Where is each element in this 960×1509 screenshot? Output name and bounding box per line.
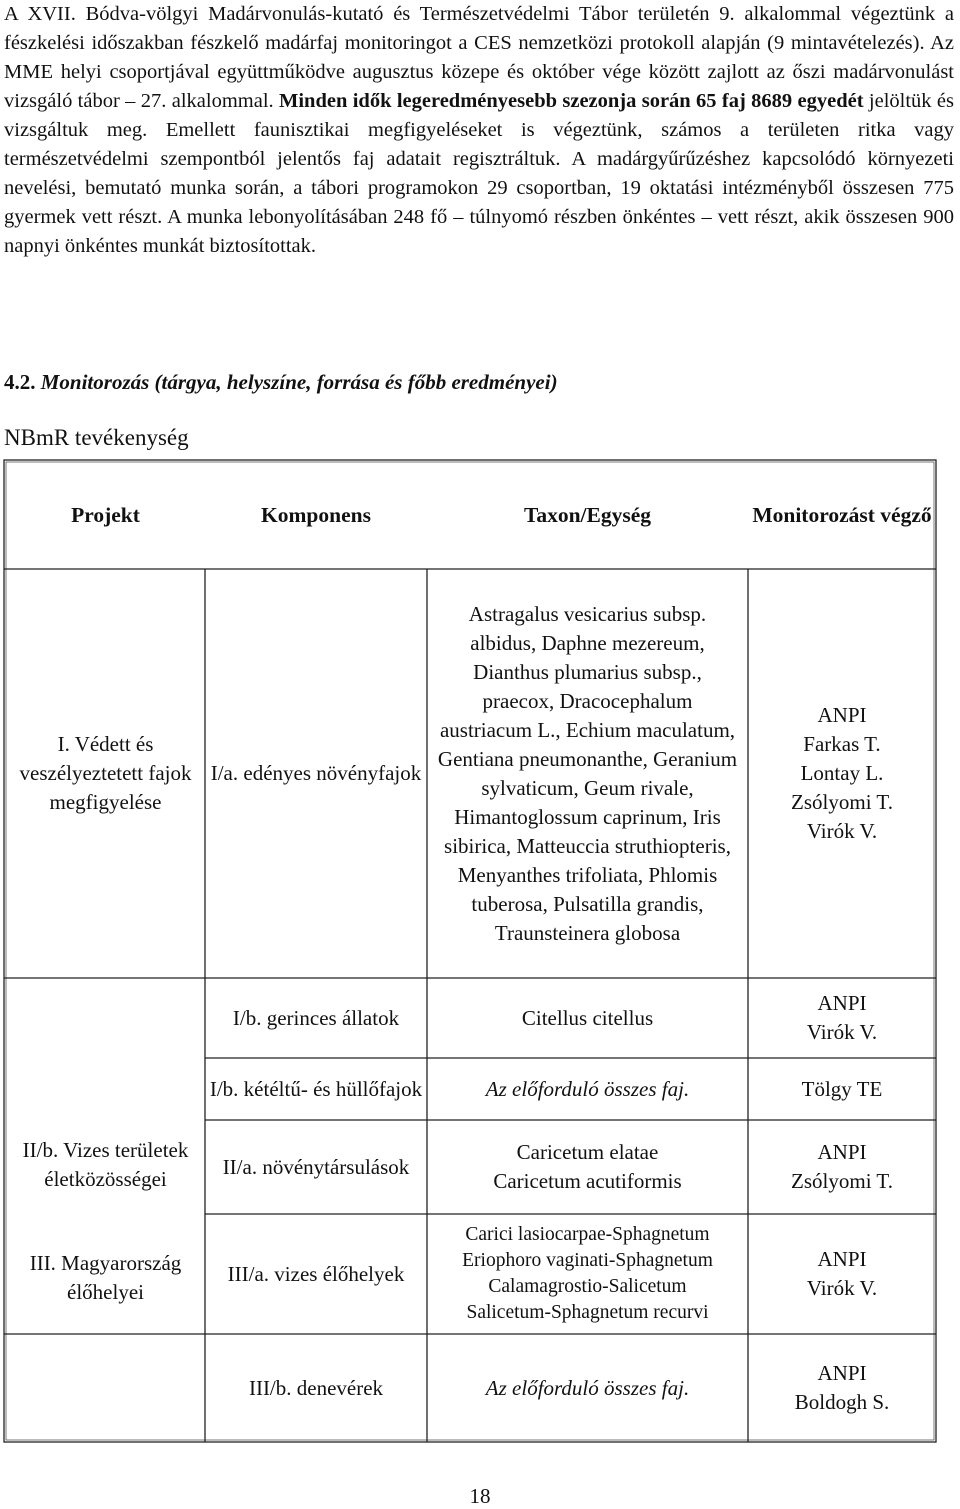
section-number: 4.2. (4, 370, 36, 394)
intro-highlight: Minden idők legeredményesebb szezonja során 65 faj 8689 egyedét (279, 90, 864, 112)
table-row-component: I/b. kétéltű- és hüllőfajok (209, 1076, 423, 1101)
project-protected-species: I. Védett és veszélyeztetett fajok megfigyelése (19, 732, 192, 814)
table-row-component: I/a. edényes növényfajok (210, 761, 422, 785)
table-row-monitor: Tölgy TE (801, 1076, 883, 1101)
header-komponens: Komponens (261, 503, 371, 527)
table-row-monitor: ANPI Farkas T. Lontay L. Zsólyomi T. Virók V. (791, 703, 893, 843)
table-row-taxon: Astragalus vesicarius subsp. albidus, Daphne mezereum, Dianthus plumarius subsp., praecox, Dracocephalum austriacum L., Echium maculatum, Gentiana pneumonanthe, Geranium sylvaticum, Geum rivale, Himantoglossum caprinum, Iris sibirica, Matteuccia struthiopteris, Menyanthes trifoliata, Phlomis tuberosa, Pulsatilla grandis, Traunsteinera globosa (437, 601, 738, 945)
intro-text-2: jelöltük és vizsgáltuk meg. Emellett faunisztikai megfigyeléseket is végeztünk, számos a területen ritka vagy természetvédelmi szempontból jelentős faj adatait regisztráltuk. A madárgyűrűzéshez kapcsolódó környezeti nevelési, bemutató munka során, a tábori programokon 29 csoportban, 19 oktatási intézményből összesen 775 gyermek vett részt. A munka lebonyolításában 248 fő – túlnyomó részben önkéntes – vett részt, akik összesen 900 napnyi önkéntes munkát biztosítottak. (4, 90, 954, 257)
table-row-taxon: Carici lasiocarpae-Sphagnetum Eriophoro vaginati-Sphagnetum Calamagrostio-Salicetum Salicetum-Sphagnetum recurvi (462, 1224, 713, 1323)
subtitle: NBmR tevékenység (4, 425, 189, 450)
table-row-component: II/a. növénytársulások (222, 1154, 410, 1179)
section-heading (4, 370, 558, 395)
page-number: 18 (469, 1484, 491, 1508)
project-habitats: III. Magyarország élőhelyei (29, 1251, 182, 1304)
header-projekt: Projekt (71, 503, 140, 527)
table-row-component: III/b. denevérek (248, 1375, 384, 1400)
intro-paragraph (4, 0, 954, 261)
table-row-monitor: ANPI Boldogh S. (794, 1361, 890, 1414)
section-title: Monitorozás (tárgya, helyszíne, forrása és főbb eredményei) (35, 370, 558, 394)
table-row-taxon: Citellus citellus (521, 1005, 654, 1030)
table-row-component: III/a. vizes élőhelyek (227, 1261, 405, 1286)
header-taxon: Taxon/Egység (523, 503, 652, 527)
table-row-taxon: Az előforduló összes faj. (485, 1076, 690, 1101)
table-row-monitor: ANPI Virók V. (806, 991, 878, 1044)
project-wetlands: II/b. Vizes területek életközösségei (22, 1138, 189, 1191)
header-monitor: Monitorozást végző (752, 503, 932, 527)
table-row-taxon: Az előforduló összes faj. (485, 1375, 690, 1400)
table-row-taxon: Caricetum elatae Caricetum acutiformis (493, 1140, 682, 1193)
table-row-monitor: ANPI Zsólyomi T. (791, 1140, 893, 1193)
intro-text-1: A XVII. Bódva-völgyi Madárvonulás-kutató és Természetvédelmi Tábor területén 9. alkalommal végeztünk a fészkelési időszakban fészkelő madárfaj monitoringot a CES nemzetközi protokoll alapján (9 mintavételezés). Az MME helyi csoportjával együttműködve augusztus közepe és október vége között zajlott az őszi madárvonulást vizsgáló tábor – 27. alkalommal. (4, 3, 954, 112)
table-row-component: I/b. gerinces állatok (232, 1005, 400, 1030)
table-row-monitor: ANPI Virók V. (806, 1247, 878, 1300)
